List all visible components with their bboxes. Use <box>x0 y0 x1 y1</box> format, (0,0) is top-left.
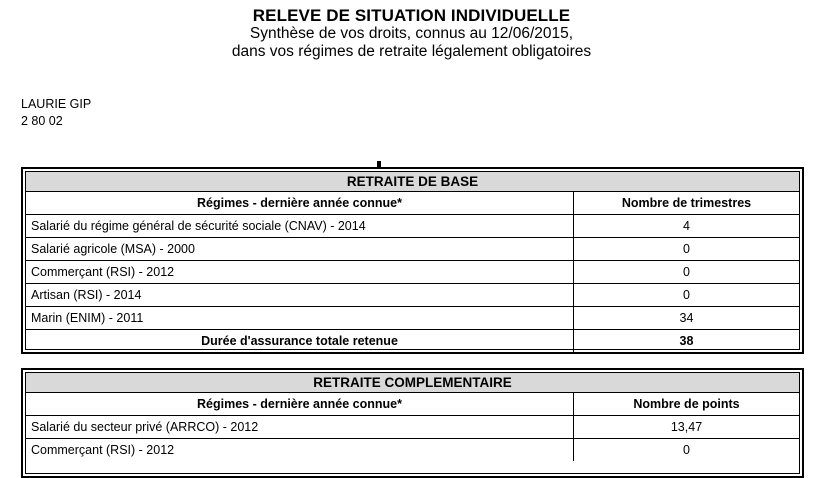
table-row <box>26 284 799 307</box>
row-value: 0 <box>683 265 690 279</box>
document-title: RELEVE DE SITUATION INDIVIDUELLE <box>252 6 571 25</box>
total-row <box>26 330 799 352</box>
table-row <box>26 307 799 330</box>
base-retirement-table <box>21 167 804 354</box>
table-row <box>26 439 799 461</box>
total-label: Durée d'assurance totale retenue <box>26 330 574 352</box>
row-label: Commerçant (RSI) - 2012 <box>26 439 574 461</box>
document-subtitle-line1: Synthèse de vos droits, connus au 12/06/2015, <box>249 25 574 42</box>
column-header-regimes: Régimes - dernière année connue* <box>26 393 574 415</box>
table-header-row <box>26 393 799 416</box>
row-label: Artisan (RSI) - 2014 <box>26 284 574 306</box>
row-value: 0 <box>683 242 690 256</box>
person-number: 2 80 02 <box>21 114 63 128</box>
table-header-row <box>26 192 799 215</box>
row-label: Marin (ENIM) - 2011 <box>26 307 574 329</box>
table-row <box>26 238 799 261</box>
row-label: Salarié du secteur privé (ARRCO) - 2012 <box>26 416 574 438</box>
table-row <box>26 215 799 238</box>
column-header-trimestres: Nombre de trimestres <box>621 196 752 210</box>
document-header <box>0 6 823 61</box>
row-label: Salarié du régime général de sécurité sociale (CNAV) - 2014 <box>26 215 574 237</box>
row-value: 13,47 <box>670 420 703 434</box>
row-value: 0 <box>683 443 690 457</box>
table-row <box>26 416 799 439</box>
person-name: LAURIE GIP <box>21 97 92 111</box>
row-label: Commerçant (RSI) - 2012 <box>26 261 574 283</box>
column-header-regimes: Régimes - dernière année connue* <box>26 192 574 214</box>
row-value: 4 <box>683 219 690 233</box>
column-header-points: Nombre de points <box>633 397 740 411</box>
complementary-section-title: RETRAITE COMPLEMENTAIRE <box>26 373 799 393</box>
person-info <box>21 96 91 130</box>
complementary-retirement-table <box>21 368 804 478</box>
base-section-title: RETRAITE DE BASE <box>26 172 799 192</box>
table-row <box>26 261 799 284</box>
row-value: 0 <box>683 288 690 302</box>
document-subtitle-line2: dans vos régimes de retraite légalement obligatoires <box>231 43 592 60</box>
total-value: 38 <box>679 334 694 348</box>
row-label: Salarié agricole (MSA) - 2000 <box>26 238 574 260</box>
row-value: 34 <box>679 311 694 325</box>
